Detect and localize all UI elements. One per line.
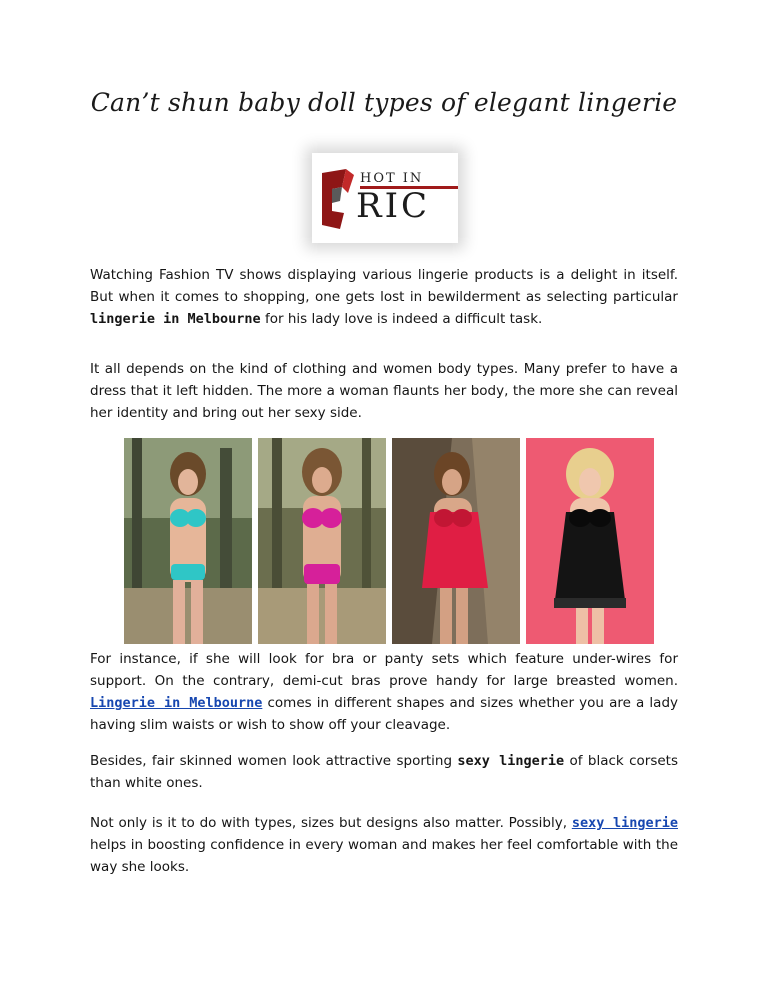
photo-black-image: [526, 438, 654, 644]
paragraph-text: comes in different shapes and sizes whether you are a lady having slim waists or wish to show off your cleavage.: [90, 695, 679, 733]
paragraph-1: [90, 264, 678, 330]
product-photo-red[interactable]: [392, 438, 520, 644]
paragraph-5: [90, 812, 678, 878]
paragraph-text: helps in boosting confidence in every woman and makes her feel comfortable with the way she looks.: [90, 837, 678, 875]
photo-pink-image: [258, 438, 386, 644]
brand-logo: [312, 153, 458, 243]
logo-text-top: HOT IN: [360, 171, 424, 186]
paragraph-text: Watching Fashion TV shows displaying various lingerie products is a delight in itself. But when it comes to shopping, one gets lost in bewilderment as selecting particular: [90, 267, 678, 305]
paragraph-text: For instance, if she will look for bra or panty sets which feature under-wires for support. On the contrary, demi-cut bras prove handy for large breasted women.: [90, 651, 678, 689]
product-photo-teal[interactable]: [124, 438, 252, 644]
paragraph-text: It all depends on the kind of clothing and women body types. Many prefer to have a dress that it left hidden. The more a woman flaunts her body, the more she can reveal her identity and bring out her sexy side.: [90, 361, 678, 421]
paragraph-text: for his lady love is indeed a difficult task.: [260, 311, 543, 327]
product-photo-row: [124, 438, 654, 644]
paragraph-text: Besides, fair skinned women look attractive sporting: [90, 753, 458, 769]
paragraph-2: [90, 358, 678, 424]
link-lingerie-melbourne[interactable]: Lingerie in Melbourne: [90, 695, 263, 711]
product-photo-pink[interactable]: [258, 438, 386, 644]
photo-red-image: [392, 438, 520, 644]
keyword-lingerie-melbourne: lingerie in Melbourne: [90, 311, 261, 327]
link-sexy-lingerie[interactable]: sexy lingerie: [571, 815, 678, 831]
logo-text-bottom: RIC: [356, 186, 431, 226]
paragraph-3: [90, 648, 678, 736]
paragraph-text: Not only is it to do with types, sizes but designs also matter. Possibly,: [90, 815, 572, 831]
paragraph-4: [90, 750, 678, 794]
paragraph-text: of black corsets than white ones.: [90, 753, 678, 791]
keyword-sexy-lingerie: sexy lingerie: [457, 753, 565, 769]
page-title: Can’t shun baby doll types of elegant lingerie: [90, 88, 678, 117]
logo-emblem-icon: [318, 167, 358, 231]
product-photo-black[interactable]: [526, 438, 654, 644]
photo-teal-image: [124, 438, 252, 644]
